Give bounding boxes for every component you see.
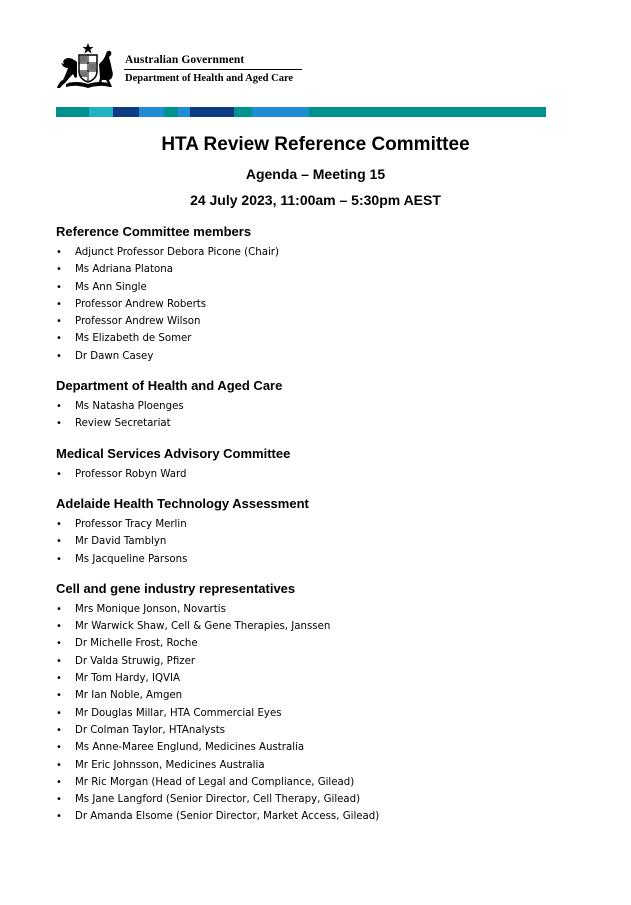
section-reference-committee bbox=[56, 223, 576, 365]
department-name: Department of Health and Aged Care bbox=[125, 73, 294, 84]
list-item: • Ms Natasha Ploenges bbox=[56, 398, 576, 415]
section-heading: Adelaide Health Technology Assessment bbox=[56, 495, 309, 511]
band-segment bbox=[252, 107, 309, 117]
list-item: • Mr Tom Hardy, IQVIA bbox=[56, 670, 576, 687]
band-segment bbox=[309, 107, 546, 117]
agenda-subtitle: Agenda – Meeting 15 bbox=[245, 166, 386, 182]
list-item: • Mr Douglas Millar, HTA Commercial Eyes bbox=[56, 705, 576, 722]
attendee-list bbox=[56, 244, 576, 365]
meeting-date: 24 July 2023, 11:00am – 5:30pm AEST bbox=[190, 192, 441, 208]
list-item: • Mr Ian Noble, Amgen bbox=[56, 687, 576, 704]
band-segment bbox=[234, 107, 252, 117]
band-segment bbox=[164, 107, 178, 117]
list-item: • Ms Anne-Maree Englund, Medicines Australia bbox=[56, 739, 576, 756]
header-rule bbox=[124, 69, 302, 70]
list-item: • Review Secretariat bbox=[56, 415, 576, 432]
section-heading: Department of Health and Aged Care bbox=[56, 378, 283, 394]
list-item: • Dr Michelle Frost, Roche bbox=[56, 635, 576, 652]
list-item: • Ms Jacqueline Parsons bbox=[56, 551, 576, 568]
band-segment bbox=[139, 107, 164, 117]
list-item: • Ms Ann Single bbox=[56, 279, 576, 296]
coat-of-arms-icon bbox=[56, 42, 120, 90]
band-segment bbox=[178, 107, 190, 117]
attendee-sections bbox=[56, 223, 576, 838]
band-segment bbox=[190, 107, 234, 117]
section-heading: Medical Services Advisory Committee bbox=[56, 445, 291, 461]
list-item: • Professor Andrew Roberts bbox=[56, 296, 576, 313]
section-department bbox=[56, 377, 576, 433]
list-item: • Mr David Tamblyn bbox=[56, 533, 576, 550]
list-item: • Ms Jane Langford (Senior Director, Cell Therapy, Gilead) bbox=[56, 791, 576, 808]
list-item: • Ms Adriana Platona bbox=[56, 261, 576, 278]
list-item: • Mr Ric Morgan (Head of Legal and Compliance, Gilead) bbox=[56, 774, 576, 791]
band-segment bbox=[89, 107, 113, 117]
attendee-list bbox=[56, 601, 576, 826]
list-item: • Dr Valda Struwig, Pfizer bbox=[56, 653, 576, 670]
list-item: • Mrs Monique Jonson, Novartis bbox=[56, 601, 576, 618]
list-item: • Professor Andrew Wilson bbox=[56, 313, 576, 330]
list-item: • Professor Robyn Ward bbox=[56, 466, 576, 483]
section-industry bbox=[56, 580, 576, 826]
band-segment bbox=[56, 107, 89, 117]
attendee-list bbox=[56, 466, 576, 483]
header-color-band bbox=[56, 107, 546, 117]
section-msac bbox=[56, 445, 576, 483]
attendee-list bbox=[56, 516, 576, 568]
section-heading: Cell and gene industry representatives bbox=[56, 580, 296, 596]
list-item: • Dr Dawn Casey bbox=[56, 348, 576, 365]
section-heading: Reference Committee members bbox=[56, 224, 252, 239]
band-segment bbox=[113, 107, 139, 117]
government-name: Australian Government bbox=[125, 54, 245, 66]
list-item: • Dr Colman Taylor, HTAnalysts bbox=[56, 722, 576, 739]
section-ahta bbox=[56, 495, 576, 568]
page-title: HTA Review Reference Committee bbox=[161, 134, 470, 155]
list-item: • Ms Elizabeth de Somer bbox=[56, 330, 576, 347]
attendee-list bbox=[56, 398, 576, 433]
list-item: • Adjunct Professor Debora Picone (Chair) bbox=[56, 244, 576, 261]
list-item: • Professor Tracy Merlin bbox=[56, 516, 576, 533]
list-item: • Mr Warwick Shaw, Cell & Gene Therapies, Janssen bbox=[56, 618, 576, 635]
list-item: • Dr Amanda Elsome (Senior Director, Market Access, Gilead) bbox=[56, 808, 576, 825]
list-item: • Mr Eric Johnsson, Medicines Australia bbox=[56, 757, 576, 774]
